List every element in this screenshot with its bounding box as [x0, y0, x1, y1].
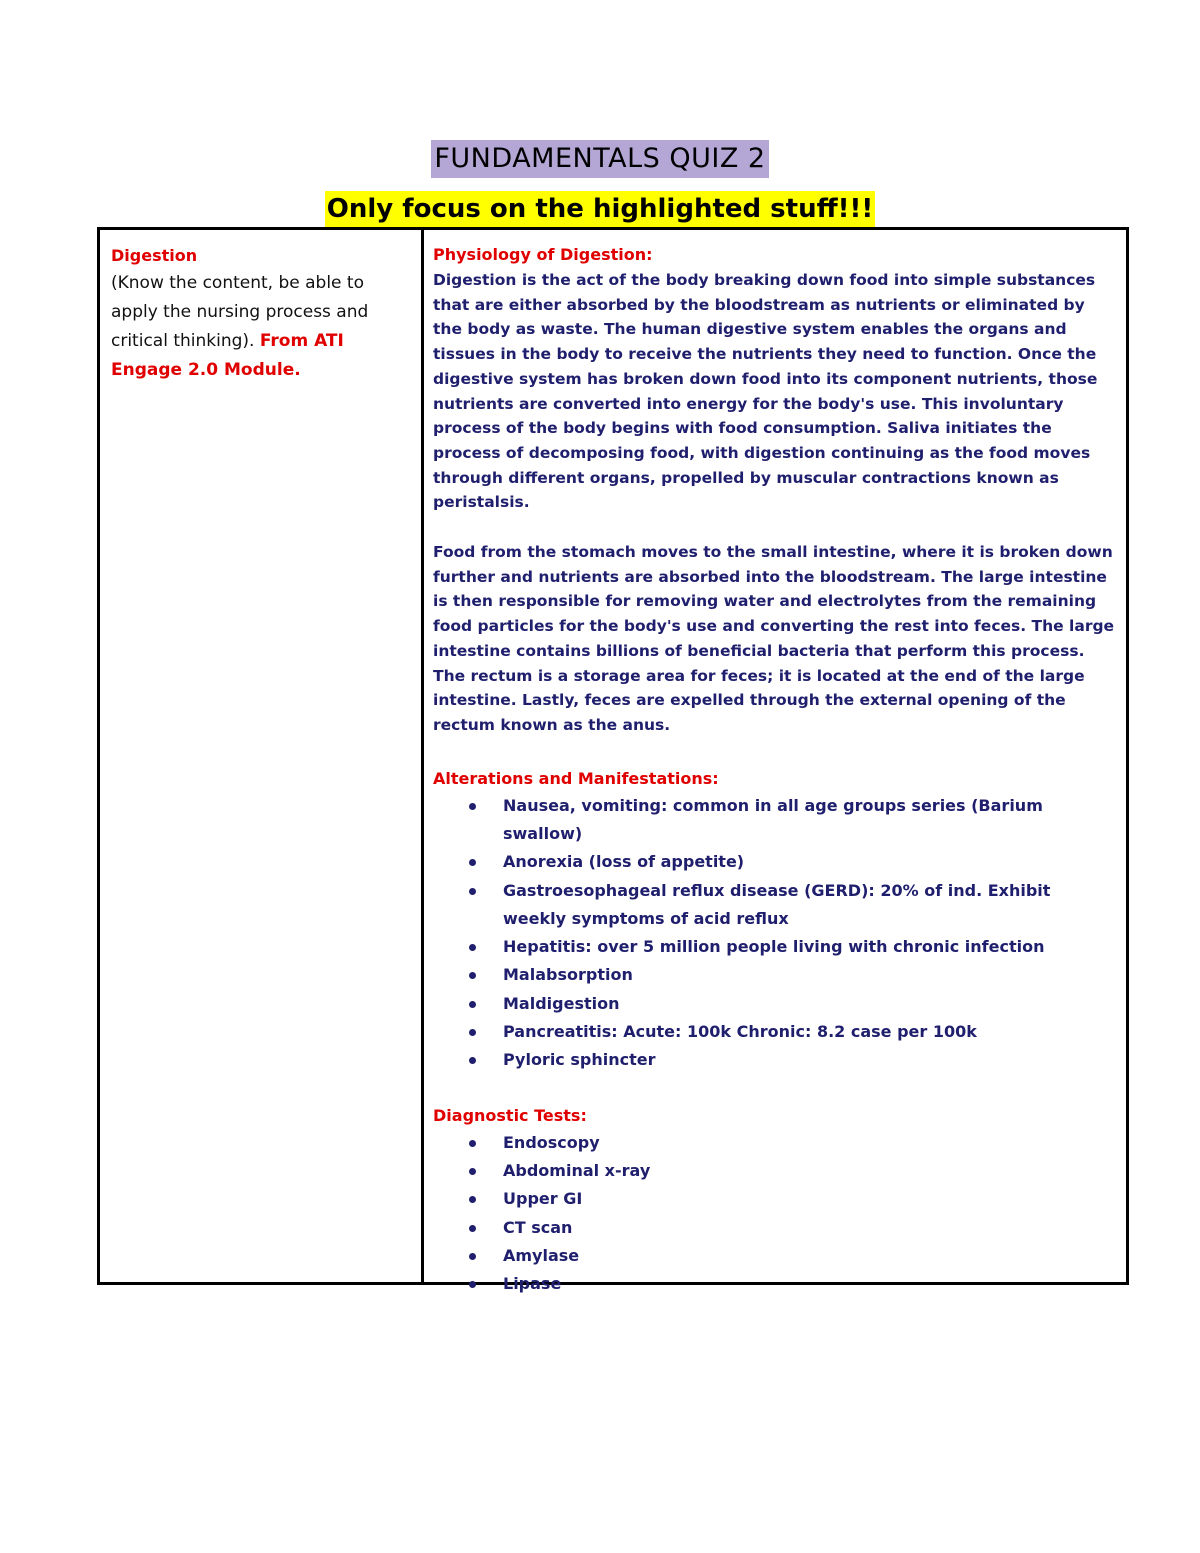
spacer [433, 515, 1118, 540]
bullet-icon [469, 1281, 476, 1288]
list-item [467, 877, 1118, 934]
content-table [97, 227, 1129, 1294]
physiology-paragraph-2: Food from the stomach moves to the small intestine, where it is broken down further and nutrients are absorbed into the bloodstream. The large intestine is then responsible for removing water and electrolytes from the remaining food particles for the body's use and converting the rest into feces. The large intestine contains billions of beneficial bacteria that perform this process. The rectum is a storage area for feces; it is located at the end of the large intestine. Lastly, feces are expelled through the external opening of the rectum known as the anus. [433, 543, 1115, 734]
topic-instructions: (Know the content, be able to apply the nursing process and critical thinking). [111, 273, 369, 351]
bullet-icon [469, 1140, 476, 1147]
bullet-icon [469, 888, 476, 895]
topic-instructions-block [111, 269, 411, 385]
physiology-heading: Physiology of Digestion: [433, 245, 653, 264]
alterations-heading: Alterations and Manifestations: [433, 768, 719, 788]
list-item-text: Maldigestion [503, 993, 620, 1013]
list-item-text: Amylase [503, 1245, 580, 1265]
list-item-text: Malabsorption [503, 965, 633, 985]
list-item [467, 1046, 1118, 1074]
spacer [433, 738, 1118, 766]
list-item-text: Pyloric sphincter [503, 1050, 656, 1070]
list-item [467, 792, 1118, 849]
list-item [467, 990, 1118, 1018]
page-subtitle: Only focus on the highlighted stuff!!! [325, 191, 875, 227]
list-item-text: Nausea, vomiting: common in all age groups series (Barium swallow) [503, 795, 1043, 843]
content-column [424, 230, 1126, 1294]
diagnostics-list [433, 1129, 1118, 1299]
topic-label: Digestion [111, 246, 198, 265]
bullet-icon [469, 1168, 476, 1175]
list-item [467, 1018, 1118, 1046]
list-item [467, 1214, 1118, 1242]
bullet-icon [469, 859, 476, 866]
topic-source: From ATI Engage 2.0 Module. [111, 331, 344, 380]
bullet-icon [469, 972, 476, 979]
list-item [467, 961, 1118, 989]
list-item [467, 1185, 1118, 1213]
bullet-icon [469, 1029, 476, 1036]
list-item-text: Hepatitis: over 5 million people living with chronic infection [503, 937, 1045, 957]
bullet-icon [469, 1225, 476, 1232]
list-item [467, 1157, 1118, 1185]
list-item [467, 848, 1118, 876]
list-item [467, 1242, 1118, 1270]
list-item-text: CT scan [503, 1217, 573, 1237]
list-item-text: Gastroesophageal reflux disease (GERD): 20% of ind. Exhibit weekly symptoms of acid reflux [503, 880, 1051, 928]
physiology-paragraph-1: Digestion is the act of the body breaking down food into simple substances that are either absorbed by the bloodstream as nutrients or eliminated by the body as waste. The human digestive system enables the organs and tissues in the body to receive the nutrients they need to function. Once the digestive system has broken down food into its component nutrients, those nutrients are converted into energy for the body's use. This involuntary process of the body begins with food consumption. Saliva initiates the process of decomposing food, with digestion continuing as the food moves through different organs, propelled by muscular contractions known as peristalsis. [433, 271, 1098, 512]
spacer [433, 1075, 1118, 1103]
list-item-text: Endoscopy [503, 1132, 600, 1152]
bullet-icon [469, 944, 476, 951]
page-title: FUNDAMENTALS QUIZ 2 [431, 140, 768, 178]
bullet-icon [469, 1253, 476, 1260]
list-item-text: Abdominal x-ray [503, 1160, 651, 1180]
list-item-text: Anorexia (loss of appetite) [503, 852, 745, 872]
diagnostics-heading: Diagnostic Tests: [433, 1105, 587, 1125]
topic-column [100, 230, 424, 1282]
subtitle-container [0, 191, 1200, 227]
alterations-list [433, 792, 1118, 1075]
title-container [0, 140, 1200, 178]
list-item-text: Lipase [503, 1274, 562, 1294]
bullet-icon [469, 1196, 476, 1203]
list-item [467, 1270, 1118, 1298]
bullet-icon [469, 1057, 476, 1064]
bullet-icon [469, 803, 476, 810]
list-item [467, 1129, 1118, 1157]
list-item-text: Upper GI [503, 1189, 583, 1209]
list-item-text: Pancreatitis: Acute: 100k Chronic: 8.2 case per 100k [503, 1022, 977, 1042]
list-item [467, 933, 1118, 961]
bullet-icon [469, 1001, 476, 1008]
